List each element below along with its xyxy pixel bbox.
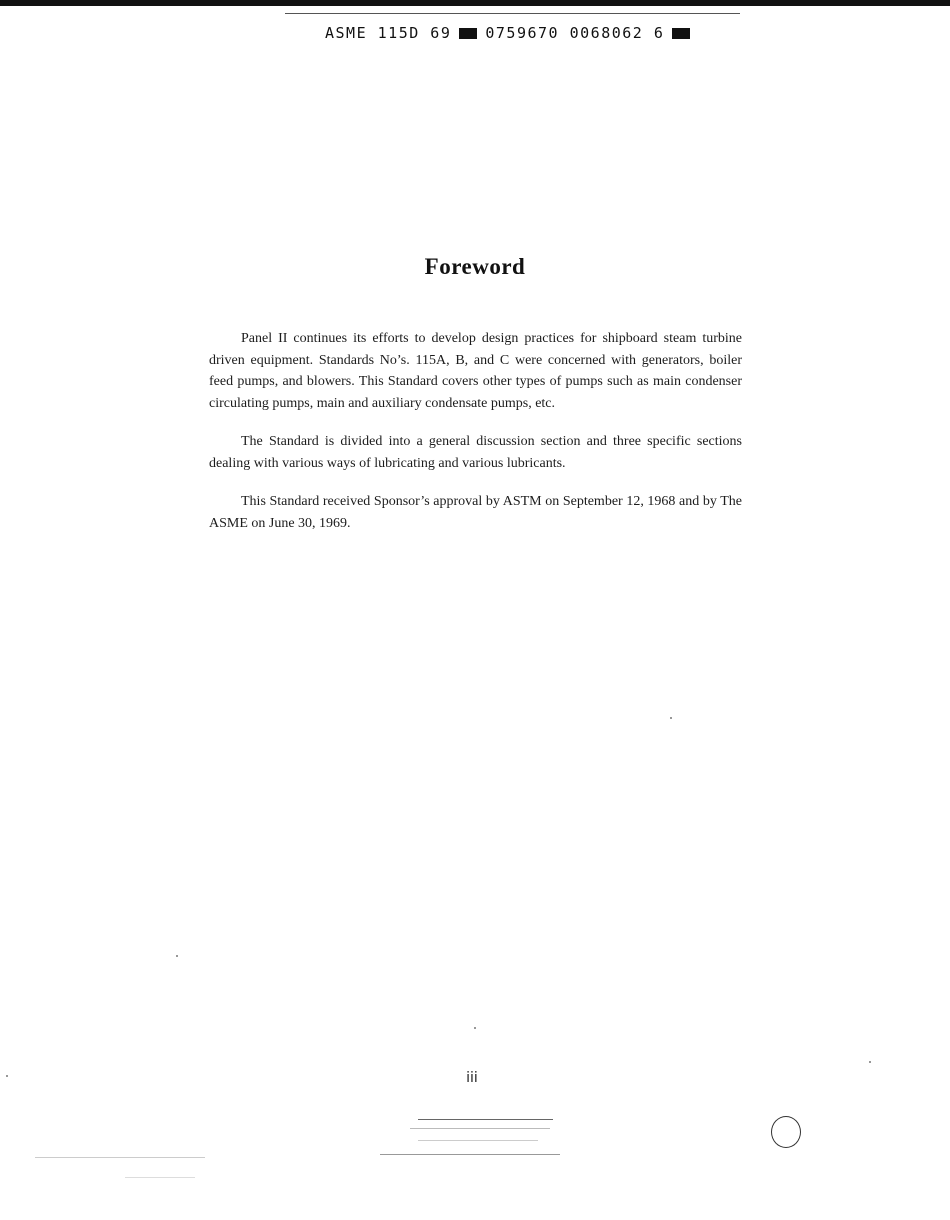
redaction-block-icon — [459, 28, 477, 39]
foreword-body — [209, 328, 742, 551]
paragraph: The Standard is divided into a general discussion section and three specific sections dealing with various ways of lubricating and various lubricants. — [209, 434, 742, 471]
scan-dot — [6, 1075, 8, 1077]
scan-artifact-line — [418, 1119, 553, 1120]
scan-artifact-line — [125, 1177, 195, 1178]
top-scan-border — [0, 0, 950, 6]
scan-dot — [176, 955, 178, 957]
document-code-header — [325, 22, 725, 44]
scan-artifact-line — [418, 1140, 538, 1141]
page-number: iii — [466, 1070, 478, 1086]
scan-artifact-line — [35, 1157, 205, 1158]
redaction-block-icon — [672, 28, 690, 39]
scan-dot — [670, 717, 672, 719]
circle-mark-icon — [771, 1116, 801, 1148]
document-code-right: 0759670 0068062 6 — [485, 24, 665, 42]
paragraph: This Standard received Sponsor’s approval by ASTM on September 12, 1968 and by The ASME on June 30, 1969. — [209, 494, 742, 531]
scan-dot — [474, 1027, 476, 1029]
scan-artifact-line — [410, 1128, 550, 1129]
scan-artifact-line — [380, 1154, 560, 1155]
document-code-left: ASME 115D 69 — [325, 24, 452, 42]
header-rule — [285, 13, 740, 14]
paragraph: Panel II continues its efforts to develop design practices for shipboard steam turbine driven equipment. Standards No’s. 115A, B, and C were concerned with generators, boiler feed pumps, and blowers. This Standard covers other types of pumps such as main condenser circulating pumps, main and auxiliary condensate pumps, etc. — [209, 331, 742, 411]
scan-dot — [869, 1061, 871, 1063]
page-title: Foreword — [424, 254, 526, 279]
